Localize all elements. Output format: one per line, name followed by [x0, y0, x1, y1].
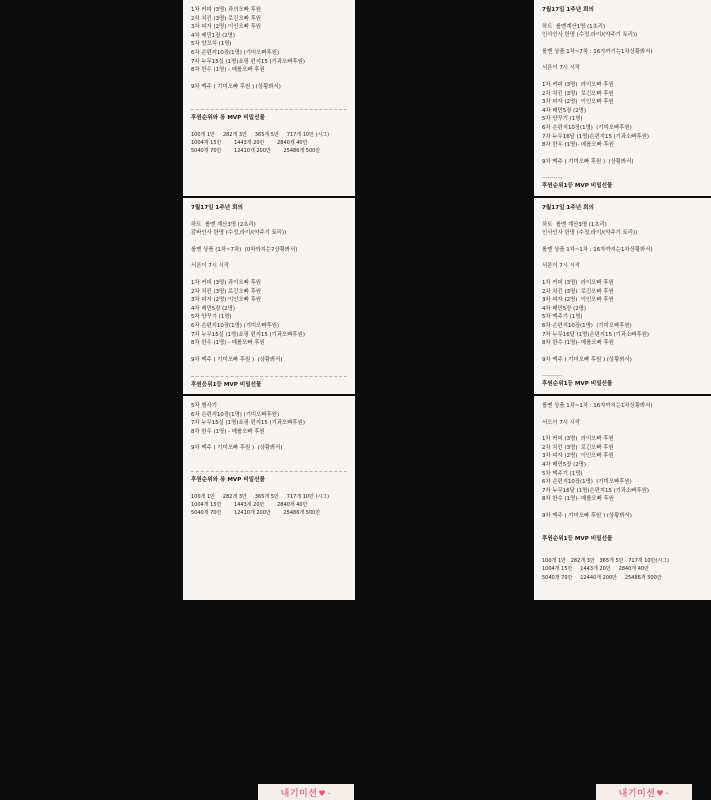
note-spacer: [191, 238, 347, 246]
note-line: 6차 손편지10장(1명) (기미오빠후원): [542, 322, 632, 329]
note-card-top-right[interactable]: [534, 0, 711, 196]
note-spacer: [191, 213, 347, 221]
note-footer-heading: 후원순위와 롱 MVP 비밀선물: [191, 476, 265, 483]
note-line: 7차 누무16달 (1명)손편지15 (기과소빠후원): [542, 133, 650, 140]
note-divider: [191, 376, 347, 377]
note-card-bottom-left[interactable]: [183, 396, 355, 600]
note-spacer: [542, 213, 703, 221]
note-spacer: [191, 271, 347, 279]
note-line: 서으이 7시 시작: [542, 419, 581, 426]
note-footer-row: 5040개 70만 12410개 200만 25486개 500만: [191, 148, 321, 155]
note-line: 2차 치킨 (3명) 로긴오빠 후원: [542, 288, 614, 295]
note-spacer: [542, 504, 703, 512]
watermark-text: 내기미션♥-: [280, 788, 332, 799]
note-spacer: [191, 453, 347, 467]
note-line: 롤멘 상품 1차~1차 : 16자까지는1차상황봐서): [542, 246, 653, 253]
note-line: 6차 손편지10장(1명) (기미오빠후원): [191, 322, 280, 329]
note-line: 9차 맥주 ( 기미오빠 후원 ) (상황봐서): [191, 356, 283, 363]
note-line: 7차 누무16달 (1명)손편지15 (기과소빠후원): [542, 487, 650, 494]
note-card-top-left[interactable]: [183, 0, 355, 196]
note-line: 8차 한우 (1명) - 메롤오빠 후원: [191, 340, 265, 347]
note-line: 4차 배민1장 (2명): [191, 32, 235, 39]
note-spacer: [542, 73, 703, 81]
note-footer-row: 100개 1만 282개 3만 365개 5만 717개 10만(시그): [542, 558, 669, 565]
note-line: 7차 누무16달 (1명)손편지15 (기과소빠후원): [542, 331, 650, 338]
note-spacer: [191, 75, 347, 83]
note-line: 3차 피자 (2명) 이인오빠 후원: [191, 297, 261, 304]
note-spacer: [542, 427, 703, 435]
note-footer-row: 5040개 70만 12410개 200만 25486개 500만: [191, 509, 321, 516]
note-line: 6차 손편지10장(1명) (기미오빠후원): [191, 49, 280, 56]
note-line: 인사인사 한명 (수정,라이/(약주기 토리)): [542, 230, 638, 237]
watermark-right: [596, 784, 692, 800]
watermark-dash: -: [327, 788, 332, 799]
note-line: 하트 롤멘 계산3명 (2초리): [191, 221, 256, 228]
note-line: 6차 손편지10장(1명) (기미오빠후원): [542, 479, 632, 486]
note-spacer: [542, 254, 703, 262]
note-footer-heading: 후원순위1등 MVP 비밀선물: [542, 535, 613, 542]
note-spacer: [542, 166, 703, 174]
note-spacer: [542, 56, 703, 64]
note-footer-row: 1004개 15만 1443개 20만 2840개 40만: [191, 140, 308, 147]
note-line: 감바인사 한명 (수정,라이/(약주기 토리)): [191, 230, 287, 237]
note-spacer: [542, 348, 703, 356]
watermark-text: 내기미션♥-: [618, 788, 670, 799]
note-line: 2차 치킨 (3명) 로긴오빠 후원: [542, 444, 614, 451]
note-footer-heading: 후원순위와 롱 MVP 비밀선물: [191, 115, 265, 122]
note-line: 5차 양꾸기 (1명): [542, 116, 583, 123]
note-spacer: [542, 15, 703, 23]
note-line: 8차 한우 (1명)- 메롤오빠 후원: [542, 142, 614, 149]
note-line: 5차 양꾸기 (1명): [191, 314, 232, 321]
note-line: 8차 한수 (1명)- 메롤오빠 후원: [542, 340, 614, 347]
note-line: 9차 맥주 ( 기미오빠 후원 ) (상황봐서): [542, 512, 632, 519]
note-line: 9차 맥주 ( 기미오빠 후원 ) (상황봐서): [191, 445, 283, 452]
note-line: 3차 피자 (2명) 이인오빠 후원: [542, 453, 614, 460]
note-line: 2차 치킨 (3명) 로긴오빠 후원: [191, 15, 261, 22]
note-line: 5차 양꼬치 (1명): [191, 41, 232, 48]
note-divider: -----------: [542, 175, 563, 182]
note-line: 3차 피자 (2명) 이인오빠 후원: [542, 99, 614, 106]
note-line: 2차 치킨 (3명) 로긴오빠 후원: [191, 288, 261, 295]
note-line: 3차 피자 (2명) 이인오빠 후원: [191, 24, 261, 31]
note-line: 4차 배민5장 (2명): [542, 107, 586, 114]
note-spacer: [191, 348, 347, 356]
note-spacer: [542, 364, 703, 372]
note-line: 하트 롤멘계산1명 (1초리): [542, 23, 606, 30]
note-card-mid-left[interactable]: [183, 198, 355, 394]
watermark-left: [258, 784, 354, 800]
note-line: 1차 커피 (3명) 라이오빠 후원: [542, 279, 614, 286]
note-spacer: [191, 123, 347, 131]
note-line: 서론이 7시 시작: [542, 65, 581, 72]
note-line: 5차 맥주기 (1명): [542, 314, 583, 321]
note-spacer: [542, 40, 703, 48]
note-line: 4차 배민5장 (2명): [542, 461, 586, 468]
note-line: 4차 배민5장 (2명): [191, 305, 235, 312]
note-footer-row: 100개 1만 282개 3만 365개 5만 717개 10만 (시그): [191, 493, 330, 500]
note-line: 8차 한우 (1명) - 메롤오빠 후원: [191, 428, 265, 435]
note-spacer: [191, 364, 347, 372]
note-spacer: [191, 436, 347, 444]
note-card-mid-right[interactable]: [534, 198, 711, 394]
note-line: 6차 손편지10장(1명) (기미오빠후원): [191, 411, 280, 418]
note-divider: -----------: [542, 373, 563, 380]
note-line: 1차 커피 (3명) 라이오빠 후원: [542, 436, 614, 443]
note-divider: [191, 471, 347, 472]
note-footer-row: 1004개 15만 1443개 20만 2840개 40만: [191, 501, 308, 508]
note-line: 9차 맥주 ( 기미오빠 후원 ) (상황봐서): [191, 83, 281, 90]
note-divider: [191, 109, 347, 110]
note-footer-heading: 후원순위1등 MVP 비밀선물: [542, 381, 613, 388]
heart-icon: ♥: [318, 788, 327, 798]
note-line: 서론이 7시 시작: [542, 263, 581, 270]
note-line: 8차 한수 (1명)- 메롤오빠 후원: [542, 496, 614, 503]
note-line: 롤멘 상품 (1차~7차) (0차까지는7상황봐서): [191, 246, 298, 253]
note-line: 1차 커피 (3명) 과의오빠 후원: [191, 7, 261, 13]
note-line: 9차 맥주 ( 기미오빠 후원 ) (상황봐서): [542, 158, 634, 165]
note-footer-row: 1004개 15만 1443개 20만 2840개 40만: [542, 566, 649, 573]
note-spacer: [542, 238, 703, 246]
note-line: 8차 한우 (1명) - 메롤오빠 후원: [191, 67, 265, 74]
note-line: 4차 배민5장 (2명): [542, 305, 586, 312]
note-footer-row: 5040개 70만 12440개 200만 25486개 500만: [542, 574, 662, 581]
note-title: 7월17일 1주년 회의: [542, 7, 594, 13]
watermark-dash: -: [665, 788, 670, 799]
note-line: 9차 맥주 ( 기미오빠 후원 ) (상황봐서): [542, 356, 632, 363]
note-line: 6차 손편지10장(1명) (기미오빠후원): [542, 124, 632, 131]
note-line: 인사인사 한명 (수정,라이/(약주기 토리)): [542, 32, 638, 39]
note-spacer: [542, 271, 703, 279]
note-spacer: [542, 543, 703, 557]
note-line: 5차 행사기: [191, 403, 217, 409]
note-line: 3차 피자 (2명) 이인오빠 후원: [542, 297, 614, 304]
heart-icon: ♥: [656, 788, 665, 798]
note-spacer: [542, 411, 703, 419]
note-line: 롤멘 상품 1차~1차 : 16자까지는1차상황봐서): [542, 403, 653, 409]
note-spacer: [542, 521, 703, 535]
note-spacer: [191, 485, 347, 493]
note-footer-heading: 후원순위1등 MVP 비밀선물: [542, 183, 613, 190]
note-spacer: [191, 91, 347, 105]
note-line: 5차 맥주기 (1명): [542, 470, 583, 477]
note-spacer: [191, 254, 347, 262]
note-line: 서론이 7시 시작: [191, 263, 230, 270]
note-line: 7차 누무15실 (1명)쇼핑 편지15 (기과오빠후원): [191, 331, 305, 338]
note-line: 2차 치킨 (3명) 로긴오빠 후원: [542, 90, 614, 97]
note-card-bottom-right[interactable]: [534, 396, 711, 600]
note-spacer: [542, 150, 703, 158]
note-line: 1차 커피 (3명) 과이오빠 후원: [191, 279, 261, 286]
note-lines-top-left: [191, 6, 347, 91]
note-footer-row: 100개 1만 282개 3만 365개 5만 717개 10만 (시그): [191, 131, 330, 138]
note-line: 하트 롤멘 계산3명 (1초리): [542, 221, 607, 228]
note-title: 7월17일 1주년 회의: [191, 205, 243, 211]
note-line: 롤멘 상품 1차~7차 : 16가까기는1차상황봐서): [542, 48, 653, 55]
note-line: 7차 누무15실 (1명)쇼핑 편지15 (기과오빠후원): [191, 58, 305, 65]
note-title: 7월17일 1주년 회의: [542, 205, 594, 211]
note-line: 7차 누무15실 (1명)쇼핑 편지15 (기과오빠후원): [191, 420, 305, 427]
note-line: 1차 커피 (3명) 라이오빠 후원: [542, 81, 614, 88]
note-footer-heading: 후원응위1등 MVP 비밀선물: [191, 382, 262, 389]
